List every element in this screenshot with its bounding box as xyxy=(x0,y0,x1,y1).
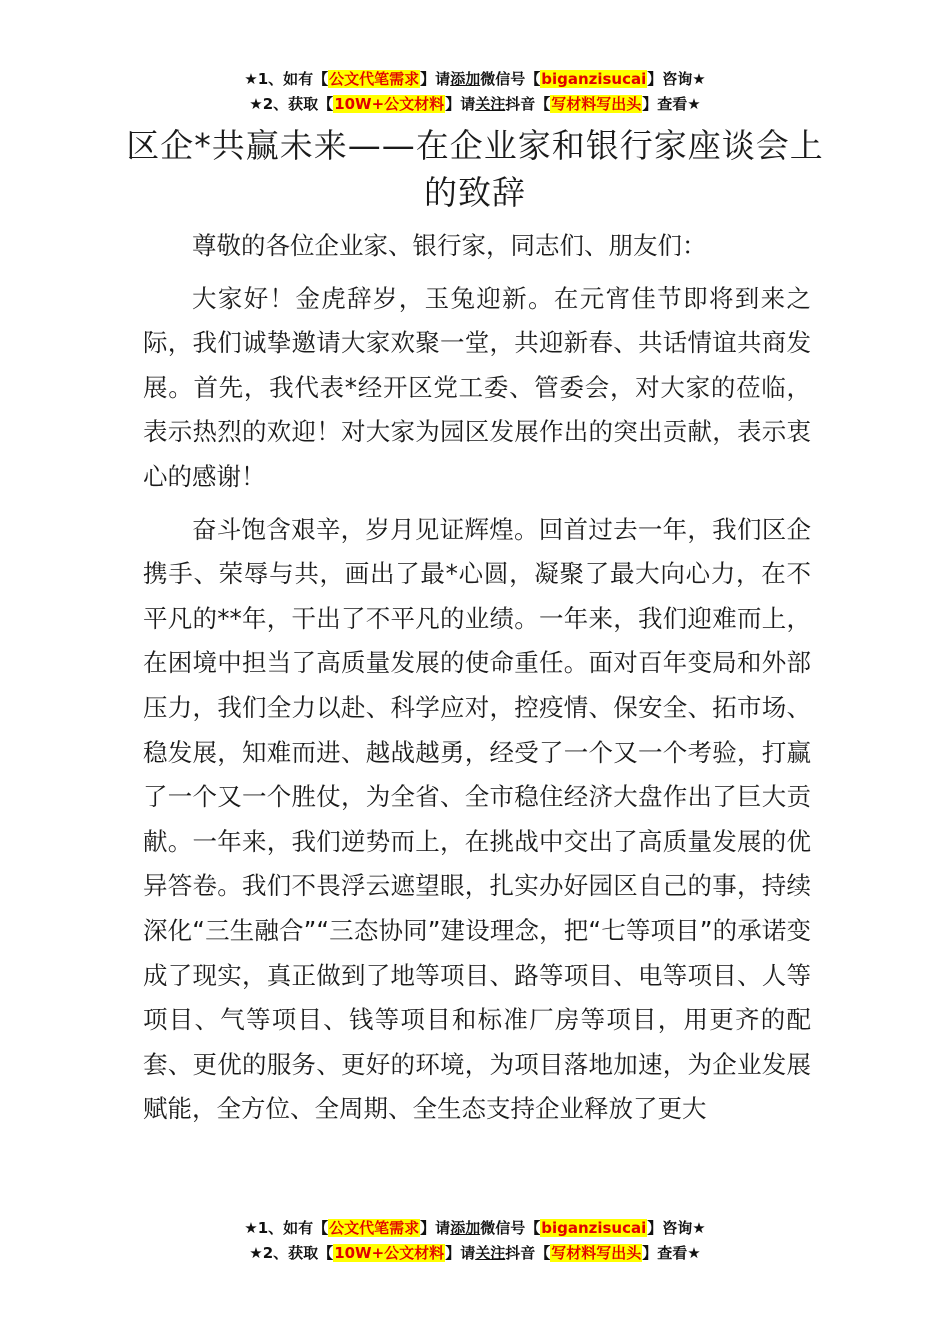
banner-highlight: 公文代笔需求 xyxy=(329,1219,420,1237)
banner-text: 微信号【 xyxy=(480,1219,541,1237)
banner-line-2 xyxy=(0,1241,950,1266)
banner-text: 】查看★ xyxy=(642,1244,701,1262)
banner-highlight: biganzisucai xyxy=(541,1219,647,1237)
banner-text: ★2、获取【 xyxy=(249,95,334,113)
footer-banner xyxy=(0,1216,950,1266)
banner-highlight: 10W+公文材料 xyxy=(334,1244,445,1262)
banner-text: ★1、如有【 xyxy=(244,1219,329,1237)
paragraph: 大家好！金虎辞岁，玉兔迎新。在元宵佳节即将到来之际，我们诚挚邀请大家欢聚一堂，共迎新春、共话情谊共商发展。首先，我代表*经开区党工委、管委会，对大家的莅临，表示热烈的欢迎！对大家为园区发展作出的突出贡献，表示衷心的感谢！ xyxy=(143,283,811,491)
banner-text: ★1、如有【 xyxy=(244,70,329,88)
document-title: 区企*共赢未来——在企业家和银行家座谈会上的致辞 xyxy=(126,126,824,212)
banner-text: 】请 xyxy=(445,95,476,113)
banner-highlight: biganzisucai xyxy=(541,70,647,88)
banner-line-2 xyxy=(0,92,950,117)
banner-highlight: 写材料写出头 xyxy=(551,95,642,113)
banner-highlight: 写材料写出头 xyxy=(551,1244,642,1262)
banner-underlined-text: 关注 xyxy=(475,95,506,113)
banner-line-1 xyxy=(0,67,950,92)
banner-text: 微信号【 xyxy=(480,70,541,88)
banner-text: ★2、获取【 xyxy=(249,1244,334,1262)
banner-highlight: 公文代笔需求 xyxy=(329,70,420,88)
banner-text: 】请 xyxy=(445,1244,476,1262)
banner-text: 】咨询★ xyxy=(647,1219,706,1237)
paragraph: 奋斗饱含艰辛，岁月见证辉煌。回首过去一年，我们区企携手、荣辱与共，画出了最*心圆，凝聚了最大向心力，在不平凡的**年，干出了不平凡的业绩。一年来，我们迎难而上，在困境中担当了高质量发展的使命重任。面对百年变局和外部压力，我们全力以赴、科学应对，控疫情、保安全、拓市场、稳发展，知难而进、越战越勇，经受了一个又一个考验，打赢了一个又一个胜仗，为全省、全市稳住经济大盘作出了巨大贡献。一年来，我们逆势而上，在挑战中交出了高质量发展的优异答卷。我们不畏浮云遮望眼，扎实办好园区自己的事，持续深化“三生融合”“三态协同”建设理念，把“七等项目”的承诺变成了现实，真正做到了地等项目、路等项目、电等项目、人等项目、气等项目、钱等项目和标准厂房等项目，用更齐的配套、更优的服务、更好的环境，为项目落地加速，为企业发展赋能，全方位、全周期、全生态支持企业释放了更大 xyxy=(143,514,811,1124)
banner-line-1 xyxy=(0,1216,950,1241)
banner-underlined-text: 添加 xyxy=(450,1219,481,1237)
banner-text: 抖音【 xyxy=(505,95,551,113)
banner-text: 抖音【 xyxy=(505,1244,551,1262)
document-body xyxy=(143,224,811,1140)
banner-highlight: 10W+公文材料 xyxy=(334,95,445,113)
header-banner xyxy=(0,67,950,117)
banner-underlined-text: 添加 xyxy=(450,70,481,88)
banner-text: 】查看★ xyxy=(642,95,701,113)
banner-text: 】请 xyxy=(420,1219,451,1237)
banner-text: 】请 xyxy=(420,70,451,88)
salutation: 尊敬的各位企业家、银行家，同志们、朋友们： xyxy=(192,231,707,260)
banner-text: 】咨询★ xyxy=(647,70,706,88)
banner-underlined-text: 关注 xyxy=(475,1244,506,1262)
